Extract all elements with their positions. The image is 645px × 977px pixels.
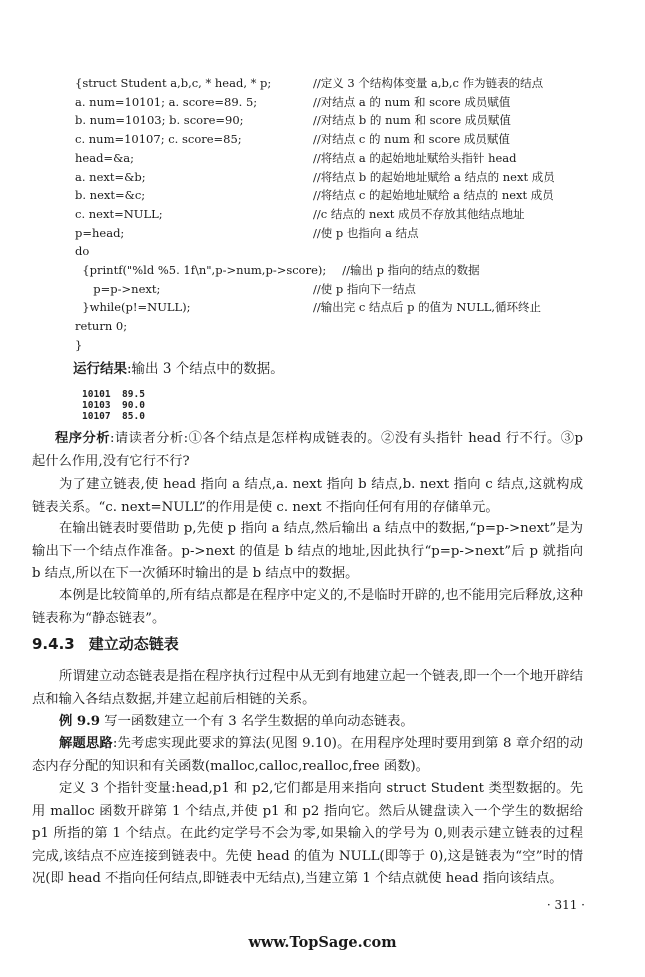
program-output	[82, 389, 145, 422]
analysis-paragraph	[32, 428, 583, 473]
code-comment: //使 p 也指向 a 结点	[313, 225, 419, 240]
footer-url: www.TopSage.com	[248, 934, 397, 951]
code-line: head=&a;	[75, 150, 135, 165]
code-comment: //将结点 a 的起始地址赋给头指针 head	[313, 150, 517, 165]
idea-text: :先考虑实现此要求的算法(见图 9.10)。在用程序处理时要用到第 8 章介绍的动态内存分配的知识和有关函数(malloc,calloc,realloc,free 函数)。	[32, 736, 584, 774]
code-comment: //使 p 指向下一结点	[313, 281, 416, 296]
idea-paragraph	[32, 733, 583, 778]
code-comment: //对结点 a 的 num 和 score 成员赋值	[313, 94, 511, 109]
example-line	[32, 711, 583, 734]
code-comment: //将结点 b 的起始地址赋给 a 结点的 next 成员	[313, 169, 555, 184]
code-comment: //对结点 b 的 num 和 score 成员赋值	[313, 113, 511, 128]
example-label: 例 9.9	[59, 714, 101, 729]
section-heading	[32, 633, 179, 654]
analysis-label: 程序分析	[55, 431, 110, 446]
section-paragraph: 所谓建立动态链表是指在程序执行过程中从无到有地建立起一个链表,即一个一个地开辟结点和输入各结点数据,并建立起前后相链的关系。	[32, 669, 583, 707]
code-comment: //c 结点的 next 成员不存放其他结点地址	[313, 206, 525, 221]
code-line: {struct Student a,b,c, * head, * p;	[75, 76, 272, 90]
code-comment: //定义 3 个结构体变量 a,b,c 作为链表的结点	[313, 76, 544, 90]
code-comment: //对结点 c 的 num 和 score 成员赋值	[313, 132, 510, 147]
example-text: 写一函数建立一个有 3 名学生数据的单向动态链表。	[100, 714, 414, 729]
code-line: p=p->next;	[75, 281, 161, 296]
code-line: {printf("%ld %5. 1f\n",p->num,p->score);	[75, 263, 327, 277]
body-paragraph-2: 在输出链表时要借助 p,先使 p 指向 a 结点,然后输出 a 结点中的数据,“p=p->next”是为输出下一个结点作准备。p->next 的值是 b 结点的地址,因此执行“p=p->next”后 p 就指向 b 结点,所以在下一次循环时输出的是 b 结点中的数据。	[32, 521, 583, 582]
run-result-line	[73, 357, 284, 377]
body-paragraph-1: 为了建立链表,使 head 指向 a 结点,a. next 指向 b 结点,b. next 指向 c 结点,这就构成链表关系。“c. next=NULL”的作用是使 c. next 不指向任何有用的存储单元。	[32, 477, 584, 515]
code-comment: //输出完 c 结点后 p 的值为 NULL,循环终止	[313, 300, 542, 315]
code-comment: //将结点 c 的起始地址赋给 a 结点的 next 成员	[313, 188, 554, 203]
code-line: a. next=&b;	[75, 169, 146, 184]
code-line: c. num=10107; c. score=85;	[75, 132, 242, 147]
code-line: }while(p!=NULL);	[75, 300, 191, 315]
code-line: }	[75, 337, 83, 352]
code-line: return 0;	[75, 319, 128, 334]
code-line: c. next=NULL;	[75, 206, 163, 221]
code-line: p=head;	[75, 225, 125, 240]
section-number: 9.4.3	[32, 635, 75, 653]
code-line: b. next=&c;	[75, 188, 146, 203]
body-paragraph-3: 本例是比较简单的,所有结点都是在程序中定义的,不是临时开辟的,也不能用完后释放,这种链表称为“静态链表”。	[32, 588, 583, 626]
output-line: 10103 90.0	[82, 400, 145, 411]
section-title: 建立动态链表	[88, 635, 179, 653]
code-comment: //输出 p 指向的结点的数据	[313, 263, 480, 277]
idea-label: 解题思路	[59, 736, 113, 751]
page-number: · 311 ·	[546, 898, 585, 912]
run-result-text: :输出 3 个结点中的数据。	[127, 361, 284, 377]
run-result-label: 运行结果	[73, 361, 127, 377]
output-line: 10107 85.0	[82, 411, 145, 422]
code-line: b. num=10103; b. score=90;	[75, 113, 244, 128]
output-line: 10101 89.5	[82, 389, 145, 400]
code-line: a. num=10101; a. score=89. 5;	[75, 94, 258, 109]
analysis-text: :请读者分析:①各个结点是怎样构成链表的。②没有头指针 head 行不行。③p 起什么作用,没有它行不行?	[32, 431, 584, 469]
code-listing	[75, 74, 595, 354]
code-line: do	[75, 244, 90, 259]
last-paragraph: 定义 3 个指针变量:head,p1 和 p2,它们都是用来指向 struct Student 类型数据的。先用 malloc 函数开辟第 1 个结点,并使 p1 和 p2 指向它。然后从键盘读入一个学生的数据给 p1 所指的第 1 个结点。在此约定学号不会为零,如果输入的学号为 0,则表示建立链表的过程完成,该结点不应连接到链表中。先使 head 的值为 NULL(即等于 0),这是链表为“空”时的情况(即 head 不指向任何结点,即链表中无结点),当建立第 1 个结点就使 head 指向该结点。	[32, 781, 583, 887]
